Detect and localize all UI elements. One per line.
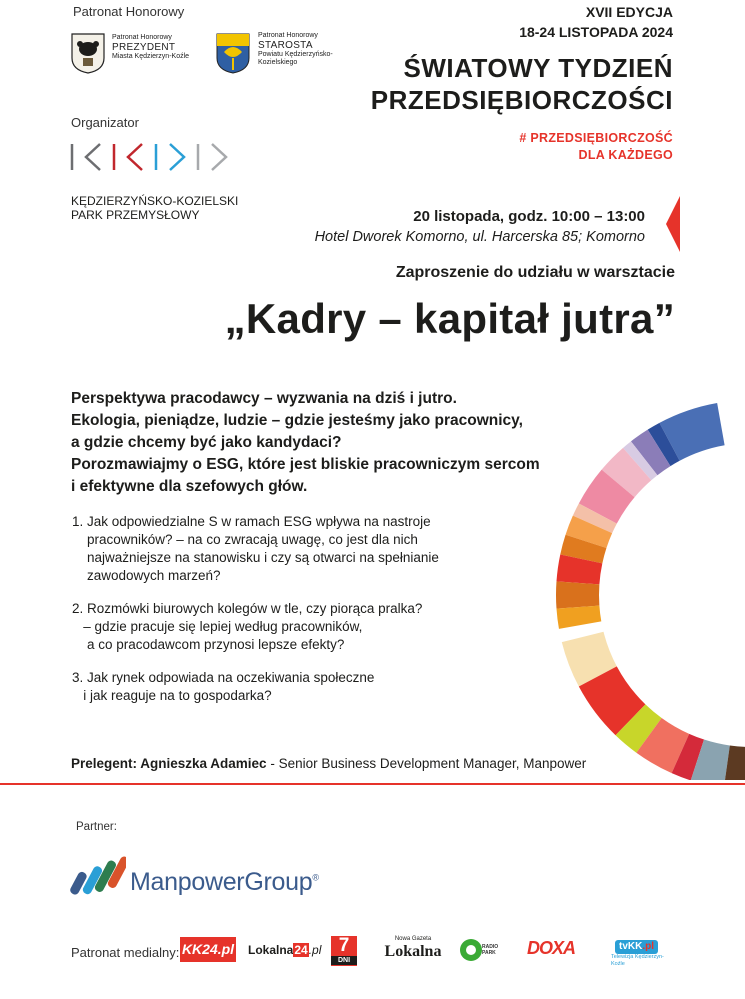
media-patron-label: Patronat medialny:	[71, 945, 180, 960]
organizer-name	[71, 194, 238, 222]
question-line: zawodowych marzeń?	[72, 568, 221, 583]
patron-president-text	[112, 34, 189, 61]
tvkk-text: tvKK	[619, 941, 643, 952]
lokalna24-number: 24	[294, 943, 308, 957]
event-venue: Hotel Dworek Komorno, ul. Harcerska 85; Komorno	[314, 229, 645, 245]
speaker-role: - Senior Business Development Manager, Manpower	[266, 756, 587, 771]
edition: XVII EDYCJA	[585, 4, 673, 20]
question-line: 1. Jak odpowiedzialne S w ramach ESG wpływa na nastroje	[72, 514, 431, 529]
patron2-line1: Patronat Honorowy	[258, 32, 318, 39]
radio-park-text: RADIO PARK	[482, 944, 499, 956]
question-line: 2. Rozmówki biurowych kolegów w tle, czy piorąca pralka?	[72, 601, 423, 616]
question-line: – gdzie pracuje się lepiej według pracowników,	[72, 619, 363, 634]
partner-trademark: ®	[312, 872, 319, 883]
partner-name	[130, 868, 319, 897]
city-crest-icon	[71, 32, 105, 74]
hashtag-line1: # PRZEDSIĘBIORCZOŚĆ	[519, 131, 673, 145]
event-series-title	[371, 52, 673, 116]
ring-segment	[556, 606, 601, 629]
question-line: pracowników? – na co zwracają uwagę, co jest dla nich	[72, 532, 418, 547]
gazeta-name: Lokalna	[384, 943, 442, 960]
gazeta-top: Nowa Gazeta	[394, 936, 432, 942]
seven-dni-text: DNI	[331, 956, 357, 965]
edition-block	[519, 2, 673, 42]
question-line: 3. Jak rynek odpowiada na oczekiwania społeczne	[72, 670, 375, 685]
patron-starosta-text	[258, 32, 333, 67]
invitation-text: Zaproszenie do udziału w warsztacie	[395, 264, 675, 281]
tvkk-domain: .pl	[642, 941, 655, 952]
patron2-line4: Kozielskiego	[258, 59, 298, 66]
red-arrow-marker	[664, 196, 680, 252]
tvkk-subtitle: Telewizja Kędzierzyn-Koźle	[611, 954, 664, 967]
patron1-title: PREZYDENT	[112, 42, 176, 53]
intro-line: Ekologia, pieniądze, ludzie – gdzie jesteśmy jako pracownicy,	[71, 412, 523, 429]
question-line: a co pracodawcom przynosi lepsze efekty?	[72, 637, 345, 652]
decorative-color-ring	[555, 400, 745, 780]
patron1-line1: Patronat Honorowy	[112, 34, 172, 41]
question-line: najważniejsze na stanowisku i czy są otwarci na spełnianie	[72, 550, 439, 565]
divider-line	[0, 783, 745, 785]
speaker-name: Prelegent: Agnieszka Adamiec	[71, 756, 267, 771]
patron2-title: STAROSTA	[258, 40, 313, 51]
gazeta-lokalna-logo	[378, 936, 448, 961]
title-line1: ŚWIATOWY TYDZIEŃ	[403, 53, 673, 83]
organizer-label: Organizator	[71, 115, 139, 130]
workshop-title: „Kadry – kapitał jutra”	[224, 295, 675, 342]
doxa-logo: DOXA	[527, 938, 576, 958]
tvkk-badge	[615, 940, 658, 954]
lokalna24-logo	[248, 943, 321, 957]
partner-name-text: ManpowerGroup	[130, 868, 313, 896]
tvkk-logo	[611, 936, 676, 968]
intro-line: i efektywne dla szefowych głów.	[71, 478, 308, 495]
organizer-name-line1: KĘDZIERZYŃSKO-KOZIELSKI	[71, 194, 239, 208]
question-item	[72, 669, 502, 705]
intro-line: Porozmawiajmy o ESG, które jest bliskie pracowniczym sercom	[71, 456, 540, 473]
intro-line: a gdzie chcemy być jako kandydaci?	[71, 434, 342, 451]
hashtag-line2: DLA KAŻDEGO	[578, 148, 673, 162]
patron2-line3: Powiatu Kędzierzyńsko-	[258, 51, 333, 58]
intro-paragraph	[71, 388, 571, 498]
event-date: 20 listopada, godz. 10:00 – 13:00	[413, 208, 645, 225]
edition-dates: 18-24 LISTOPADA 2024	[519, 24, 673, 40]
partner-label: Partner:	[76, 821, 117, 833]
organizer-name-line2: PARK PRZEMYSŁOWY	[71, 208, 200, 222]
seven-dni-logo	[331, 936, 357, 966]
hashtag	[519, 130, 673, 164]
county-crest-icon	[216, 32, 250, 74]
radio-park-logo	[460, 936, 499, 964]
question-line: i jak reaguje na to gospodarka?	[72, 688, 272, 703]
seven-dni-number: 7	[338, 935, 350, 956]
questions-list	[72, 513, 502, 720]
question-item	[72, 600, 502, 654]
lokalna24-domain: .pl	[308, 943, 322, 957]
patron1-line3: Miasta Kędzierzyn-Koźle	[112, 53, 190, 60]
title-line2: PRZEDSIĘBIORCZOŚCI	[370, 85, 673, 115]
kk24-logo: KK24.pl	[180, 937, 236, 962]
intro-line: Perspektywa pracodawcy – wyzwania na dziś i jutro.	[71, 390, 457, 407]
lokalna24-text: Lokalna	[248, 943, 294, 957]
manpower-logo-icon	[70, 855, 126, 897]
ring-segment	[556, 581, 599, 608]
organizer-logo-icon	[70, 142, 230, 172]
patron-label: Patronat Honorowy	[73, 4, 185, 19]
speaker-line	[71, 756, 586, 771]
question-item	[72, 513, 502, 585]
